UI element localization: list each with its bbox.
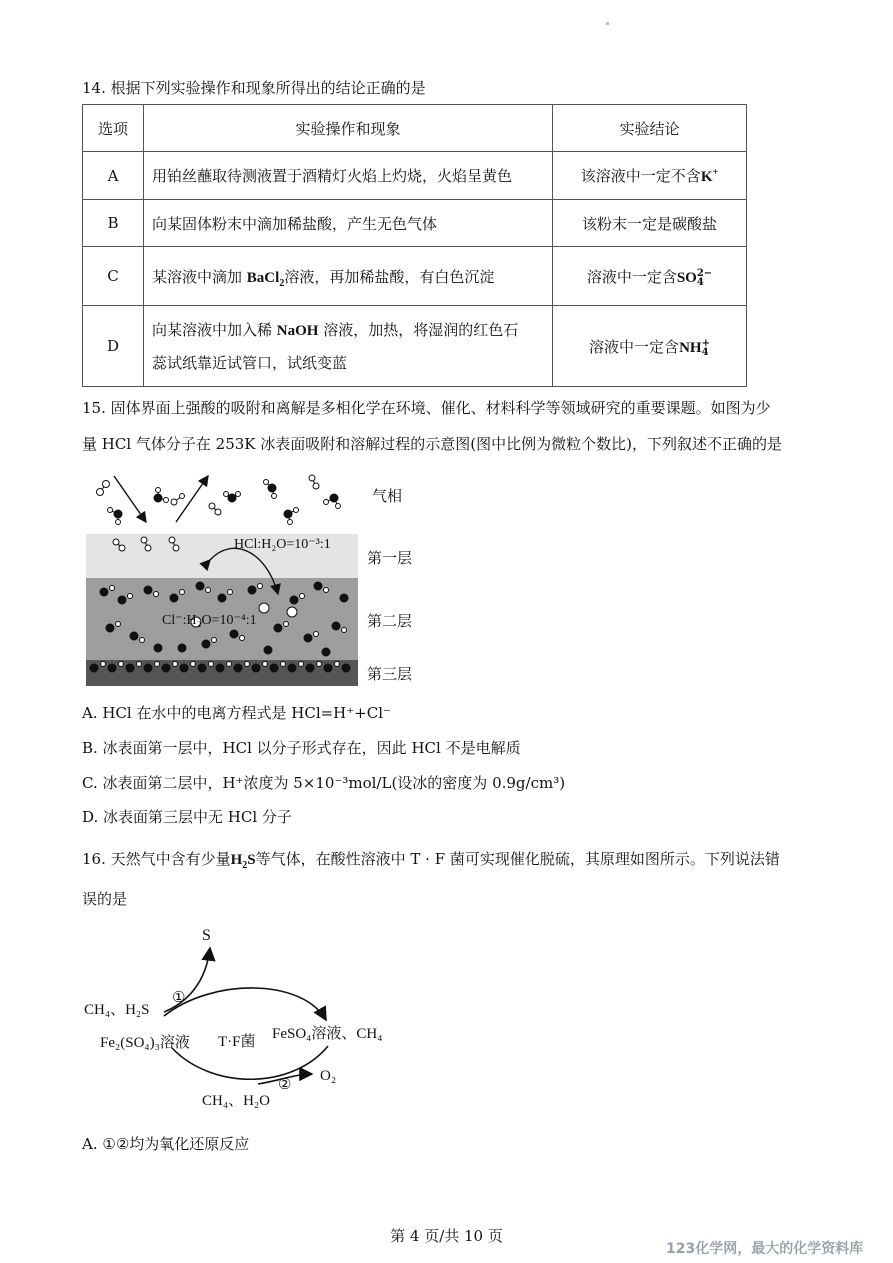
row-c-option: C <box>83 247 144 306</box>
table-row <box>83 247 747 306</box>
q15-stem-line2: 量 HCl 气体分子在 253K 冰表面吸附和溶解过程的示意图(图中比例为微粒个数比)，下列叙述不正确的是 <box>82 435 782 453</box>
q15-option-c: C. 冰表面第二层中，H⁺浓度为 5×10⁻³mol/L(设冰的密度为 0.9g/cm³) <box>82 774 566 792</box>
label-mark1: ① <box>172 990 186 1006</box>
row-c-conclusion: 溶液中一定含SO2− 4 <box>553 247 747 306</box>
header-conclusion: 实验结论 <box>553 105 747 152</box>
q14-table <box>82 104 747 387</box>
scan-speck <box>606 22 609 25</box>
desulfurization-figure <box>82 920 412 1120</box>
ratio-layer2: Cl⁻:H₂O=10⁻⁴:1 <box>162 613 257 628</box>
ratio-layer1: HCl:H₂O=10⁻³:1 <box>234 537 331 552</box>
table-row <box>83 200 747 247</box>
label-layer3: 第三层 <box>367 665 413 683</box>
label-ch4-h2s: CH₄、H₂S <box>84 1002 150 1018</box>
row-a-option: A <box>83 152 144 200</box>
ice-adsorption-figure <box>82 468 382 690</box>
q16-option-a: A. ①②均为氧化还原反应 <box>82 1135 250 1153</box>
row-a-conclusion: 该溶液中一定不含K+ <box>553 152 747 200</box>
table-row <box>83 306 747 387</box>
gas-molecules <box>97 475 341 525</box>
row-b-option: B <box>83 200 144 247</box>
label-gas-phase: 气相 <box>372 487 403 505</box>
label-s: S <box>202 927 211 944</box>
table-row <box>83 152 747 200</box>
row-d-conclusion: 溶液中一定含NH+ 4 <box>553 306 747 387</box>
label-tf-bacteria: T·F菌 <box>218 1034 256 1050</box>
desorption-arrow <box>176 476 208 522</box>
row-d-option: D <box>83 306 144 387</box>
row-a-operation: 用铂丝蘸取待测液置于酒精灯火焰上灼烧，火焰呈黄色 <box>144 152 553 200</box>
header-operation: 实验操作和现象 <box>144 105 553 152</box>
q15-stem-line1: 15. 固体界面上强酸的吸附和离解是多相化学在环境、催化、材料科学等领域研究的重要课题。如图为少 <box>82 399 771 417</box>
q16-stem-line2: 误的是 <box>82 890 128 908</box>
row-b-operation: 向某固体粉末中滴加稀盐酸，产生无色气体 <box>144 200 553 247</box>
page-footer: 第 4 页/共 10 页 <box>390 1227 503 1245</box>
arrow-to-feso4 <box>164 988 326 1020</box>
row-b-conclusion: 该粉末一定是碳酸盐 <box>553 200 747 247</box>
label-o2: O₂ <box>320 1068 337 1084</box>
q15-option-b: B. 冰表面第一层中，HCl 以分子形式存在，因此 HCl 不是电解质 <box>82 739 521 757</box>
table-header-row <box>83 105 747 152</box>
label-layer2: 第二层 <box>367 612 413 630</box>
q15-option-d: D. 冰表面第三层中无 HCl 分子 <box>82 808 292 826</box>
header-option: 选项 <box>83 105 144 152</box>
q16-stem-line1: 16. 天然气中含有少量$H_2S$等气体，在酸性溶液中 T · F 菌可实现催化脱硫，其原理如图所示。下列说法错 <box>82 850 780 871</box>
label-fe2so43: Fe₂(SO₄)₃溶液 <box>100 1035 190 1051</box>
row-c-operation: 某溶液中滴加 BaCl$_2$溶液，再加稀盐酸，有白色沉淀 <box>144 247 553 306</box>
row-d-operation: 向某溶液中加入稀 NaOH 溶液，加热，将湿润的红色石 蕊试纸靠近试管口，试纸变蓝 <box>144 306 553 387</box>
label-feso4-ch4: FeSO₄溶液、CH₄ <box>272 1026 383 1042</box>
label-mark2: ② <box>278 1077 292 1093</box>
q15-option-a: A. HCl 在水中的电离方程式是 HCl=H⁺+Cl⁻ <box>82 704 391 722</box>
label-ch4-h2o: CH₄、H₂O <box>202 1093 270 1109</box>
watermark: 123化学网，最大的化学资料库 <box>666 1241 864 1257</box>
q14-stem: 14. 根据下列实验操作和现象所得出的结论正确的是 <box>82 79 426 97</box>
label-layer1: 第一层 <box>367 549 413 567</box>
